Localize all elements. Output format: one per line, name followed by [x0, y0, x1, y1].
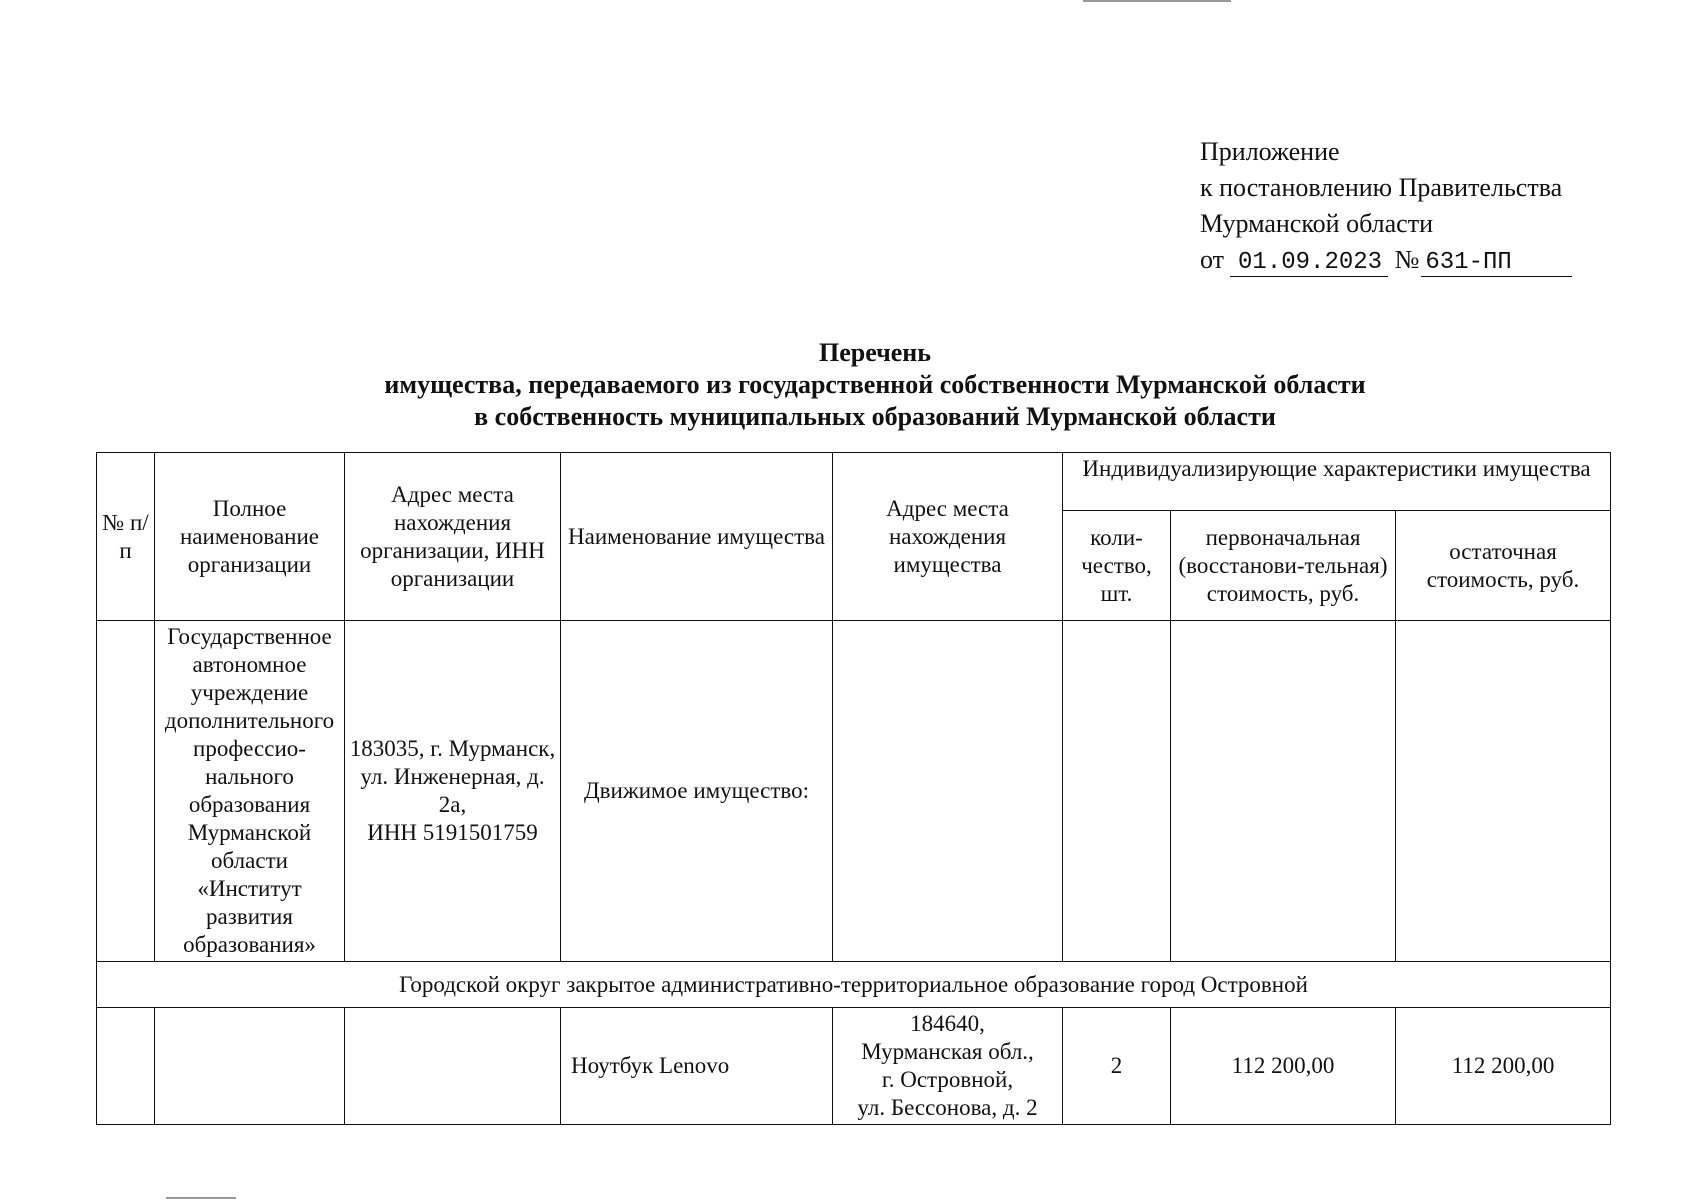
header-initial-cost: первоначальная (восстанови-тельная) стоимость, руб.	[1171, 511, 1396, 621]
appendix-line-2: к постановлению Правительства	[1200, 173, 1563, 202]
item-property-address	[833, 1008, 1063, 1125]
header-row-1	[97, 453, 1611, 511]
property-table	[96, 452, 1611, 1125]
header-characteristics: Индивидуализирующие характеристики имущества	[1063, 453, 1611, 511]
decree-date: 01.09.2023	[1230, 250, 1388, 277]
document-title	[200, 337, 1550, 433]
org-address-line-1: 183035, г. Мурманск,	[349, 736, 556, 761]
item-org-address	[345, 1008, 561, 1125]
header-org-name: Полное наименование организации	[155, 453, 345, 621]
bottom-edge-rule	[166, 1197, 236, 1199]
org-row-quantity	[1063, 621, 1171, 962]
org-row-initial-cost	[1171, 621, 1396, 962]
item-address-line-2: Мурманская обл.,	[861, 1039, 1034, 1064]
appendix-line-1: Приложение	[1200, 137, 1340, 166]
top-edge-rule	[1083, 0, 1231, 2]
item-initial-cost: 112 200,00	[1171, 1008, 1396, 1125]
decree-number: 631-ПП	[1421, 250, 1571, 277]
header-property-name: Наименование имущества	[561, 453, 833, 621]
number-sign: №	[1394, 245, 1420, 274]
header-quantity: коли-чество, шт.	[1063, 511, 1171, 621]
item-row	[97, 1008, 1611, 1125]
org-inn: ИНН 5191501759	[367, 820, 538, 845]
header-property-address: Адрес места нахождения имущества	[833, 453, 1063, 621]
header-residual-cost: остаточная стоимость, руб.	[1396, 511, 1611, 621]
org-row-property-address	[833, 621, 1063, 962]
item-org-name	[155, 1008, 345, 1125]
header-org-address: Адрес места нахождения организации, ИНН организации	[345, 453, 561, 621]
org-name-cell: Государственное автономное учреждение дополнительного профессио-нального образования Мурманской области «Институт развития образования»	[155, 621, 345, 962]
item-residual-cost: 112 200,00	[1396, 1008, 1611, 1125]
title-line-3: в собственность муниципальных образований Мурманской области	[474, 402, 1276, 431]
org-address-cell	[345, 621, 561, 962]
title-line-1: Перечень	[818, 338, 932, 367]
item-address-line-1: 184640,	[910, 1011, 985, 1036]
section-title: Городской округ закрытое административно-территориальное образование город Островной	[97, 962, 1611, 1008]
appendix-block	[1200, 134, 1572, 278]
org-address-line-2: ул. Инженерная, д. 2а,	[360, 764, 545, 817]
item-num	[97, 1008, 155, 1125]
header-num: № п/п	[97, 453, 155, 621]
appendix-date-line	[1200, 242, 1572, 278]
appendix-line-3: Мурманской области	[1200, 209, 1433, 238]
title-line-2: имущества, передаваемого из государственной собственности Мурманской области	[384, 370, 1366, 399]
org-row	[97, 621, 1611, 962]
item-address-line-4: ул. Бессонова, д. 2	[857, 1095, 1038, 1120]
from-label: от	[1200, 245, 1225, 274]
org-row-residual-cost	[1396, 621, 1611, 962]
section-row	[97, 962, 1611, 1008]
item-property-name: Ноутбук Lenovo	[561, 1008, 833, 1125]
item-address-line-3: г. Островной,	[881, 1067, 1014, 1092]
org-row-num	[97, 621, 155, 962]
property-category-cell: Движимое имущество:	[561, 621, 833, 962]
item-quantity: 2	[1063, 1008, 1171, 1125]
